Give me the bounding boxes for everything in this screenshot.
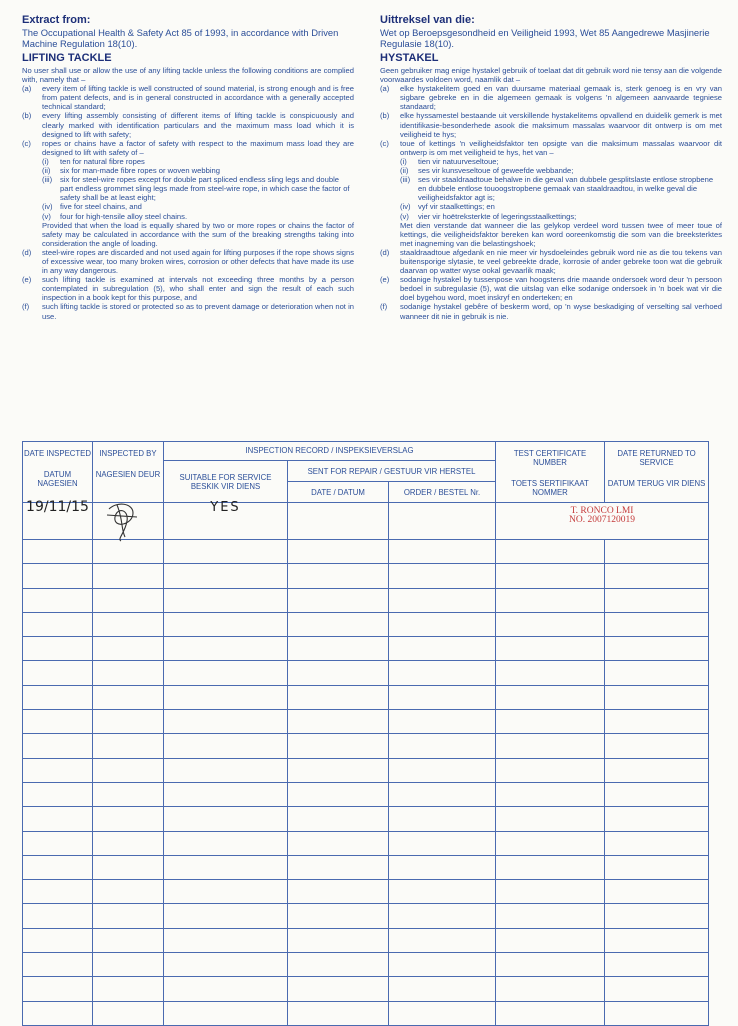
inspection-record-table — [22, 441, 709, 1026]
table-row — [23, 588, 709, 612]
item-text: toue of kettings 'n veiligheidsfaktor ten opsigte van die maksimum massalas waarvoor dit ontwerp is om met veiligheid te hys, het van – — [400, 138, 722, 157]
subitems-list — [22, 157, 354, 221]
table-cell[interactable] — [389, 807, 496, 831]
item-text: five for steel chains, and — [60, 202, 142, 212]
item-label: (c) — [22, 138, 31, 148]
table-row — [23, 734, 709, 758]
table-cell[interactable] — [389, 588, 496, 612]
item-label: (e) — [22, 275, 32, 285]
section-title: HYSTAKEL — [380, 52, 439, 64]
table-cell[interactable] — [389, 904, 496, 928]
sub-item — [42, 166, 354, 175]
item-label: (d) — [380, 247, 390, 257]
table-cell[interactable] — [605, 710, 709, 734]
table-cell[interactable] — [93, 637, 164, 661]
entry-signature — [93, 503, 164, 540]
table-cell[interactable] — [164, 904, 288, 928]
table-row — [23, 977, 709, 1001]
table-cell[interactable] — [288, 953, 389, 977]
table-cell[interactable] — [93, 661, 164, 685]
table-cell[interactable] — [496, 880, 605, 904]
table-cell[interactable] — [164, 758, 288, 782]
table-cell[interactable] — [389, 661, 496, 685]
table-cell[interactable] — [288, 782, 389, 806]
item-text: four for high-tensile alloy steel chains. — [60, 211, 188, 221]
table-cell[interactable] — [164, 710, 288, 734]
table-cell[interactable] — [164, 734, 288, 758]
table-cell[interactable] — [605, 758, 709, 782]
table-cell[interactable] — [23, 977, 93, 1001]
table-cell[interactable] — [164, 661, 288, 685]
item-label: (iii) — [400, 175, 411, 185]
item-label: (iv) — [42, 202, 53, 212]
table-cell[interactable] — [605, 661, 709, 685]
table-cell[interactable] — [23, 855, 93, 879]
table-cell[interactable] — [496, 807, 605, 831]
table-cell[interactable] — [164, 831, 288, 855]
list-item — [22, 275, 354, 302]
table-cell[interactable] — [605, 1001, 709, 1025]
item-text: ses vir kunsveseltoue of geweefde webbande; — [418, 166, 574, 176]
table-cell[interactable] — [93, 880, 164, 904]
item-text: six for man-made fibre ropes or woven webbing — [60, 166, 220, 176]
table-cell[interactable] — [288, 588, 389, 612]
table-cell[interactable] — [164, 637, 288, 661]
table-cell[interactable] — [496, 685, 605, 709]
items-list-2 — [22, 248, 354, 321]
item-text: steel-wire ropes are discarded and not used again for lifting purposes if the rope shows signs of excessive wear, too many broken wires, corrosion or other defects that have made its use in any way dangerous. — [42, 247, 354, 276]
table-cell[interactable] — [605, 782, 709, 806]
item-text: ses vir staaldraadtoue behalwe in die geval van dubbele gesplitslaste entlose stropbene en dubbele entlose touoogstropbene gemaak van staaldraadtou, in welke geval die veiligheidsfaktor agt is; — [418, 175, 714, 203]
table-cell[interactable] — [389, 782, 496, 806]
table-cell[interactable] — [164, 1001, 288, 1025]
table-cell[interactable] — [496, 588, 605, 612]
table-cell[interactable] — [164, 782, 288, 806]
item-label: (iii) — [42, 175, 53, 185]
items-list — [22, 84, 354, 157]
table-cell[interactable] — [23, 588, 93, 612]
table-row — [23, 831, 709, 855]
extract-subtitle: Wet op Beroepsgesondheid en Veiligheid 1993, Wet 85 Aangedrewe Masjinerie Regulasie 18(10). — [380, 27, 710, 49]
list-item — [22, 302, 354, 320]
extract-subtitle: The Occupational Health & Safety Act 85 of 1993, in accordance with Driven Machine Regulation 18(10). — [22, 27, 339, 49]
table-cell[interactable] — [605, 880, 709, 904]
table-cell[interactable] — [93, 588, 164, 612]
test-certificate-header: TEST CERTIFICATE NUMBER TOETS SERTIFIKAAT NOMMER — [496, 442, 605, 503]
table-row — [23, 564, 709, 588]
list-item — [380, 275, 722, 302]
table-cell[interactable] — [93, 540, 164, 564]
item-text: every lifting assembly consisting of different items of lifting tackle is conspicuously and clearly marked with identification particulars and the maximum mass load which it is designed to lift with safety; — [42, 111, 354, 139]
item-label: (e) — [380, 275, 390, 285]
proviso-text: Met dien verstande dat wanneer die las gelykop verdeel word tussen twee of meer toue of kettings, die veiligheidsfaktor bereken kan word ooreenkomstig die som van die breeksterktes met inagneming van die belastingshoek; — [400, 220, 722, 248]
table-row — [23, 1001, 709, 1025]
table-cell[interactable] — [164, 588, 288, 612]
table-cell[interactable] — [389, 880, 496, 904]
table-cell[interactable] — [605, 734, 709, 758]
entry-date: 19/11/15 — [23, 503, 93, 540]
table-cell[interactable] — [288, 710, 389, 734]
extract-title: Uittreksel van die: — [380, 14, 475, 26]
item-text: elke hystakelitem goed en van duursame materiaal gemaak is, sterk genoeg is en vry van sigbare gebreke en in die algemeen gemaak is volgens 'n algemeen aanvaarde tegniese standaard; — [400, 84, 722, 112]
table-cell[interactable] — [496, 977, 605, 1001]
table-cell[interactable] — [93, 904, 164, 928]
item-label: (f) — [22, 302, 30, 312]
table-cell[interactable] — [164, 807, 288, 831]
table-cell[interactable] — [605, 831, 709, 855]
item-text: elke hyssamestel bestaande uit verskillende hystakelitems opvallend en duidelik gemerk is met identifikasie-besonderhede asook die maksimum massalas waarvoor dit ontwerp is om met veiligheid te hys; — [400, 111, 722, 139]
table-cell[interactable] — [93, 953, 164, 977]
item-label: (i) — [42, 156, 49, 166]
item-label: (f) — [380, 302, 388, 312]
item-text: ten for natural fibre ropes — [60, 156, 145, 166]
table-cell[interactable] — [93, 685, 164, 709]
table-cell[interactable] — [288, 831, 389, 855]
item-text: vyf vir staalkettings; en — [418, 202, 495, 212]
list-item — [380, 84, 722, 111]
table-cell[interactable] — [23, 685, 93, 709]
table-cell[interactable] — [93, 758, 164, 782]
table-cell[interactable] — [288, 564, 389, 588]
inspection-record-header: INSPECTION RECORD / INSPEKSIEVERSLAG — [164, 442, 496, 461]
table-cell[interactable] — [288, 685, 389, 709]
table-cell[interactable] — [288, 977, 389, 1001]
table-cell[interactable] — [496, 637, 605, 661]
item-label: (d) — [22, 247, 32, 257]
item-label: (a) — [380, 84, 390, 94]
item-text: staaldraadtoue afgedank en nie meer vir hysdoeleindes gebruik word nie as die tou tekens van buitensporige slytasie, te veel gebreekte drade, korrosie of ander gebreke toon wat die gebruik daarvan op watter wyse ookal gevaarlik maak; — [400, 247, 722, 276]
items-list-2 — [380, 248, 722, 321]
section-title: LIFTING TACKLE — [22, 52, 112, 64]
item-text: ropes or chains have a factor of safety with respect to the maximum mass load they are designed to lift with safety of – — [42, 138, 354, 157]
table-cell[interactable] — [288, 734, 389, 758]
table-cell[interactable] — [605, 904, 709, 928]
table-cell[interactable] — [23, 637, 93, 661]
table-cell[interactable] — [93, 831, 164, 855]
table-cell[interactable] — [389, 710, 496, 734]
table-cell[interactable] — [93, 564, 164, 588]
stamp: T. RONCO LMI NO. 2007120019 — [496, 503, 709, 540]
entry-suitable: YES — [164, 503, 288, 540]
table-row — [23, 637, 709, 661]
table-cell[interactable] — [605, 807, 709, 831]
item-text: such lifting tackle is stored or protected so as to prevent damage or deterioration when not in use. — [42, 302, 354, 321]
item-label: (i) — [400, 156, 407, 166]
item-text: vier vir hoëtreksterkte of legeringsstaalkettings; — [418, 211, 577, 221]
afrikaans-column — [380, 14, 722, 321]
table-cell[interactable] — [496, 734, 605, 758]
table-row — [23, 782, 709, 806]
list-item — [22, 84, 354, 111]
table-cell[interactable] — [164, 977, 288, 1001]
table-cell[interactable] — [288, 758, 389, 782]
item-label: (a) — [22, 84, 32, 94]
table-cell[interactable] — [93, 928, 164, 952]
table-cell[interactable] — [605, 977, 709, 1001]
table-cell[interactable] — [23, 782, 93, 806]
table-cell[interactable] — [288, 904, 389, 928]
table-cell[interactable] — [288, 540, 389, 564]
sent-for-repair-header: SENT FOR REPAIR / GESTUUR VIR HERSTEL — [288, 461, 496, 482]
sub-item — [400, 166, 722, 175]
sub-item — [42, 212, 354, 221]
table-cell[interactable] — [496, 564, 605, 588]
table-row — [23, 661, 709, 685]
repair-date-header: DATE / DATUM — [288, 482, 389, 503]
table-row — [23, 807, 709, 831]
table-cell[interactable] — [496, 831, 605, 855]
table-row — [23, 758, 709, 782]
item-label: (ii) — [400, 166, 409, 176]
table-cell[interactable] — [23, 661, 93, 685]
table-cell[interactable] — [496, 758, 605, 782]
table-cell[interactable] — [23, 758, 93, 782]
item-text: every item of lifting tackle is well constructed of sound material, is strong enough and is free from patent defects, and is in general constructed in accordance with a generally accepted technical standard; — [42, 84, 354, 112]
table-cell[interactable] — [164, 612, 288, 636]
table-cell[interactable] — [496, 661, 605, 685]
table-cell[interactable] — [605, 540, 709, 564]
signature-scribble — [103, 499, 143, 543]
table-cell[interactable] — [23, 1001, 93, 1025]
list-item — [380, 139, 722, 157]
table-cell[interactable] — [389, 928, 496, 952]
table-cell[interactable] — [496, 540, 605, 564]
list-item — [380, 111, 722, 138]
sub-item — [400, 202, 722, 211]
sub-item — [400, 212, 722, 221]
item-label: (v) — [42, 211, 51, 221]
table-cell[interactable] — [605, 564, 709, 588]
table-cell[interactable] — [164, 928, 288, 952]
table-cell[interactable] — [389, 1001, 496, 1025]
table-cell[interactable] — [496, 710, 605, 734]
table-cell[interactable] — [93, 782, 164, 806]
item-label: (b) — [380, 111, 390, 121]
table-row — [23, 503, 709, 540]
items-list — [380, 84, 722, 157]
table-cell[interactable] — [389, 758, 496, 782]
table-cell[interactable] — [496, 782, 605, 806]
table-cell[interactable] — [93, 807, 164, 831]
suitable-for-service-header: SUITABLE FOR SERVICE BESKIK VIR DIENS — [164, 461, 288, 503]
item-text: six for steel-wire ropes except for double part spliced endless sling legs and double part endless grommet sling legs made from steel-wire rope, in which case the factor of safety shall be at least eight; — [60, 175, 350, 203]
list-item — [22, 139, 354, 157]
sub-item — [42, 157, 354, 166]
table-cell[interactable] — [93, 734, 164, 758]
table-cell[interactable] — [496, 612, 605, 636]
table-cell[interactable] — [23, 734, 93, 758]
item-text: such lifting tackle is examined at intervals not exceeding three months by a person contemplated in subregulation (5), who shall enter and sign the result of each such inspection in a book kept for this purpose, and — [42, 275, 354, 303]
table-cell[interactable] — [605, 588, 709, 612]
table-cell[interactable] — [288, 880, 389, 904]
table-cell[interactable] — [93, 612, 164, 636]
table-row — [23, 904, 709, 928]
table-cell[interactable] — [389, 977, 496, 1001]
table-cell[interactable] — [23, 928, 93, 952]
list-item — [380, 248, 722, 275]
repair-order-header: ORDER / BESTEL Nr. — [389, 482, 496, 503]
item-label: (c) — [380, 138, 389, 148]
table-cell[interactable] — [605, 685, 709, 709]
table-row — [23, 855, 709, 879]
table-cell[interactable] — [605, 855, 709, 879]
table-cell[interactable] — [23, 904, 93, 928]
item-text: tien vir natuurveseltoue; — [418, 156, 499, 166]
item-label: (v) — [400, 211, 409, 221]
table-cell[interactable] — [164, 855, 288, 879]
table-cell[interactable] — [496, 855, 605, 879]
table-cell[interactable] — [23, 831, 93, 855]
table-cell[interactable] — [389, 734, 496, 758]
table-cell[interactable] — [93, 710, 164, 734]
table-cell[interactable] — [389, 637, 496, 661]
table-cell[interactable] — [389, 953, 496, 977]
english-column — [22, 14, 354, 321]
table-cell[interactable] — [605, 953, 709, 977]
table-cell[interactable] — [93, 855, 164, 879]
date-returned-header: DATE RETURNED TO SERVICE DATUM TERUG VIR DIENS — [605, 442, 709, 503]
table-cell[interactable] — [23, 564, 93, 588]
table-cell[interactable] — [389, 685, 496, 709]
sub-item — [42, 202, 354, 211]
table-cell[interactable] — [288, 637, 389, 661]
table-cell[interactable] — [23, 880, 93, 904]
table-cell[interactable] — [164, 564, 288, 588]
date-inspected-header: DATE INSPECTED DATUM NAGESIEN — [23, 442, 93, 503]
item-text: sodanige hystakel gebêre of beskerm word, op 'n wyse beskadiging of verselting sal verhoed wanneer dit nie in gebruik is nie. — [400, 302, 722, 321]
table-cell[interactable] — [389, 831, 496, 855]
table-cell[interactable] — [605, 928, 709, 952]
table-cell[interactable] — [496, 904, 605, 928]
table-cell[interactable] — [605, 612, 709, 636]
table-cell[interactable] — [605, 637, 709, 661]
intro-text: Geen gebruiker mag enige hystakel gebruik of toelaat dat dit gebruik word nie tensy aan die volgende voorwaardes voldoen word, naamlik dat – — [380, 66, 722, 85]
table-row — [23, 612, 709, 636]
table-row — [23, 880, 709, 904]
table-row — [23, 928, 709, 952]
table-cell[interactable] — [93, 977, 164, 1001]
extract-title: Extract from: — [22, 14, 91, 26]
table-cell[interactable] — [93, 1001, 164, 1025]
list-item — [22, 111, 354, 138]
item-label: (b) — [22, 111, 32, 121]
table-cell[interactable] — [164, 953, 288, 977]
item-text: sodanige hystakel by tussenpose van hoogstens drie maande ondersoek word deur 'n persoon bedoel in subregulasie (5), wat die uitslag van elke sodanige ondersoek in 'n boek wat vir die doel bygehou word, moet inskryf en onderteken; en — [400, 275, 722, 303]
table-cell[interactable] — [164, 540, 288, 564]
table-cell[interactable] — [496, 1001, 605, 1025]
item-label: (iv) — [400, 202, 411, 212]
table-cell[interactable] — [496, 928, 605, 952]
table-cell[interactable] — [389, 564, 496, 588]
table-row — [23, 685, 709, 709]
proviso-text: Provided that when the load is equally shared by two or more ropes or chains the factor of safety may be calculated in accordance with the sum of the breaking strengths taking into consideration the angle of loading. — [42, 220, 354, 248]
table-cell[interactable] — [288, 1001, 389, 1025]
table-cell[interactable] — [23, 710, 93, 734]
subitems-list — [380, 157, 722, 221]
table-cell[interactable] — [389, 612, 496, 636]
inspected-by-header: INSPECTED BY NAGESIEN DEUR — [93, 442, 164, 503]
intro-text: No user shall use or allow the use of any lifting tackle unless the following conditions are complied with, namely that – — [22, 66, 354, 85]
table-row — [23, 953, 709, 977]
item-label: (ii) — [42, 166, 51, 176]
table-cell[interactable] — [23, 953, 93, 977]
table-cell[interactable] — [389, 855, 496, 879]
table-cell[interactable] — [164, 880, 288, 904]
table-cell[interactable] — [288, 612, 389, 636]
table-cell[interactable] — [23, 612, 93, 636]
list-item — [380, 302, 722, 320]
list-item — [22, 248, 354, 275]
table-cell[interactable] — [164, 685, 288, 709]
table-cell[interactable] — [288, 661, 389, 685]
table-cell[interactable] — [288, 928, 389, 952]
table-row — [23, 540, 709, 564]
table-cell[interactable] — [288, 855, 389, 879]
sub-item — [400, 175, 722, 202]
table-cell[interactable] — [288, 807, 389, 831]
table-cell[interactable] — [496, 953, 605, 977]
sub-item — [400, 157, 722, 166]
table-cell[interactable] — [23, 540, 93, 564]
table-cell[interactable] — [23, 807, 93, 831]
sub-item — [42, 175, 354, 202]
table-cell[interactable] — [389, 540, 496, 564]
table-row — [23, 710, 709, 734]
